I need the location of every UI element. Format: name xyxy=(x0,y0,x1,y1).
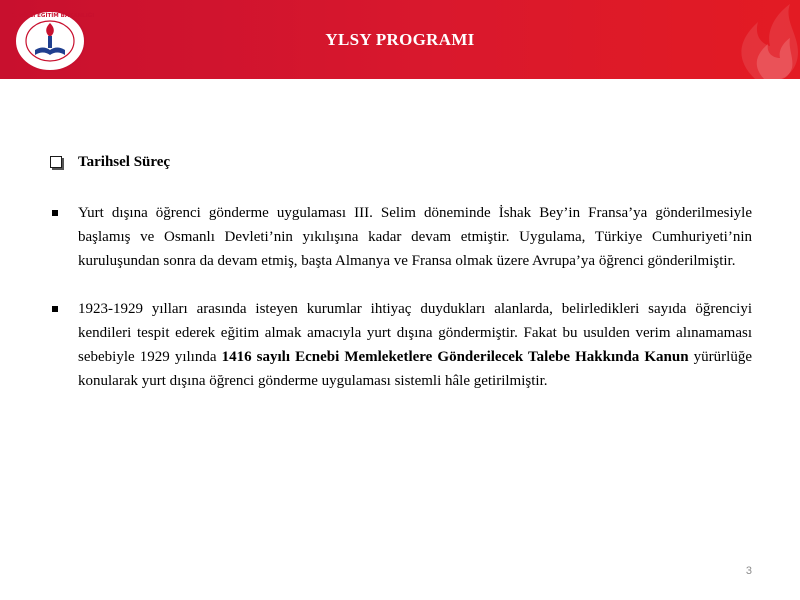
page-number: 3 xyxy=(745,565,752,577)
svg-text:T.C. MİLLÎ EĞİTİM BAKANLIĞI: T.C. MİLLÎ EĞİTİM BAKANLIĞI xyxy=(5,13,95,19)
section-heading: Tarihsel Süreç xyxy=(78,154,171,170)
paragraph-law xyxy=(50,297,752,393)
law-name: 1416 sayılı Ecnebi Memleketlere Gönderilecek Talebe Hakkında Kanun xyxy=(221,349,689,365)
section-heading-row xyxy=(50,150,752,174)
slide-content xyxy=(50,150,752,417)
paragraph-law-text-end: yürürlüğe konularak yurt dışına öğrenci gönderme uygulaması sistemli hâle getirilmiştir. xyxy=(78,349,752,389)
square-bullet-icon xyxy=(52,210,58,216)
square-bullet-icon xyxy=(52,306,58,312)
checkbox-bullet-icon xyxy=(50,156,62,168)
page-title: YLSY PROGRAMI xyxy=(325,30,475,49)
paragraph-law-text-start: 1923-1929 yılları arasında isteyen kurumlar ihtiyaç duydukları alanlarda, belirledikleri sayıda öğrenciyi kendileri tespit ederek eğitim almak amacıyla yurt dışına göndermiştir. Fakat bu usulden verim alınamaması sebebiyle 1929 yılında xyxy=(78,301,752,365)
paragraph-history-text: Yurt dışına öğrenci gönderme uygulaması III. Selim döneminde İshak Bey’in Fransa’ya gönderilmesiyle başlamış ve Osmanlı Devleti’nin yıkılışına kadar devam etmiştir. Uygulama, Türkiye Cumhuriyeti’nin kuruluşundan sonra da devam etmiş, başta Almanya ve Fransa olmak üzere Avrupa’ya öğrenci gönderilmiştir. xyxy=(78,205,752,269)
header-bar xyxy=(0,0,800,79)
paragraph-history xyxy=(50,201,752,273)
ministry-logo-icon xyxy=(5,9,95,73)
